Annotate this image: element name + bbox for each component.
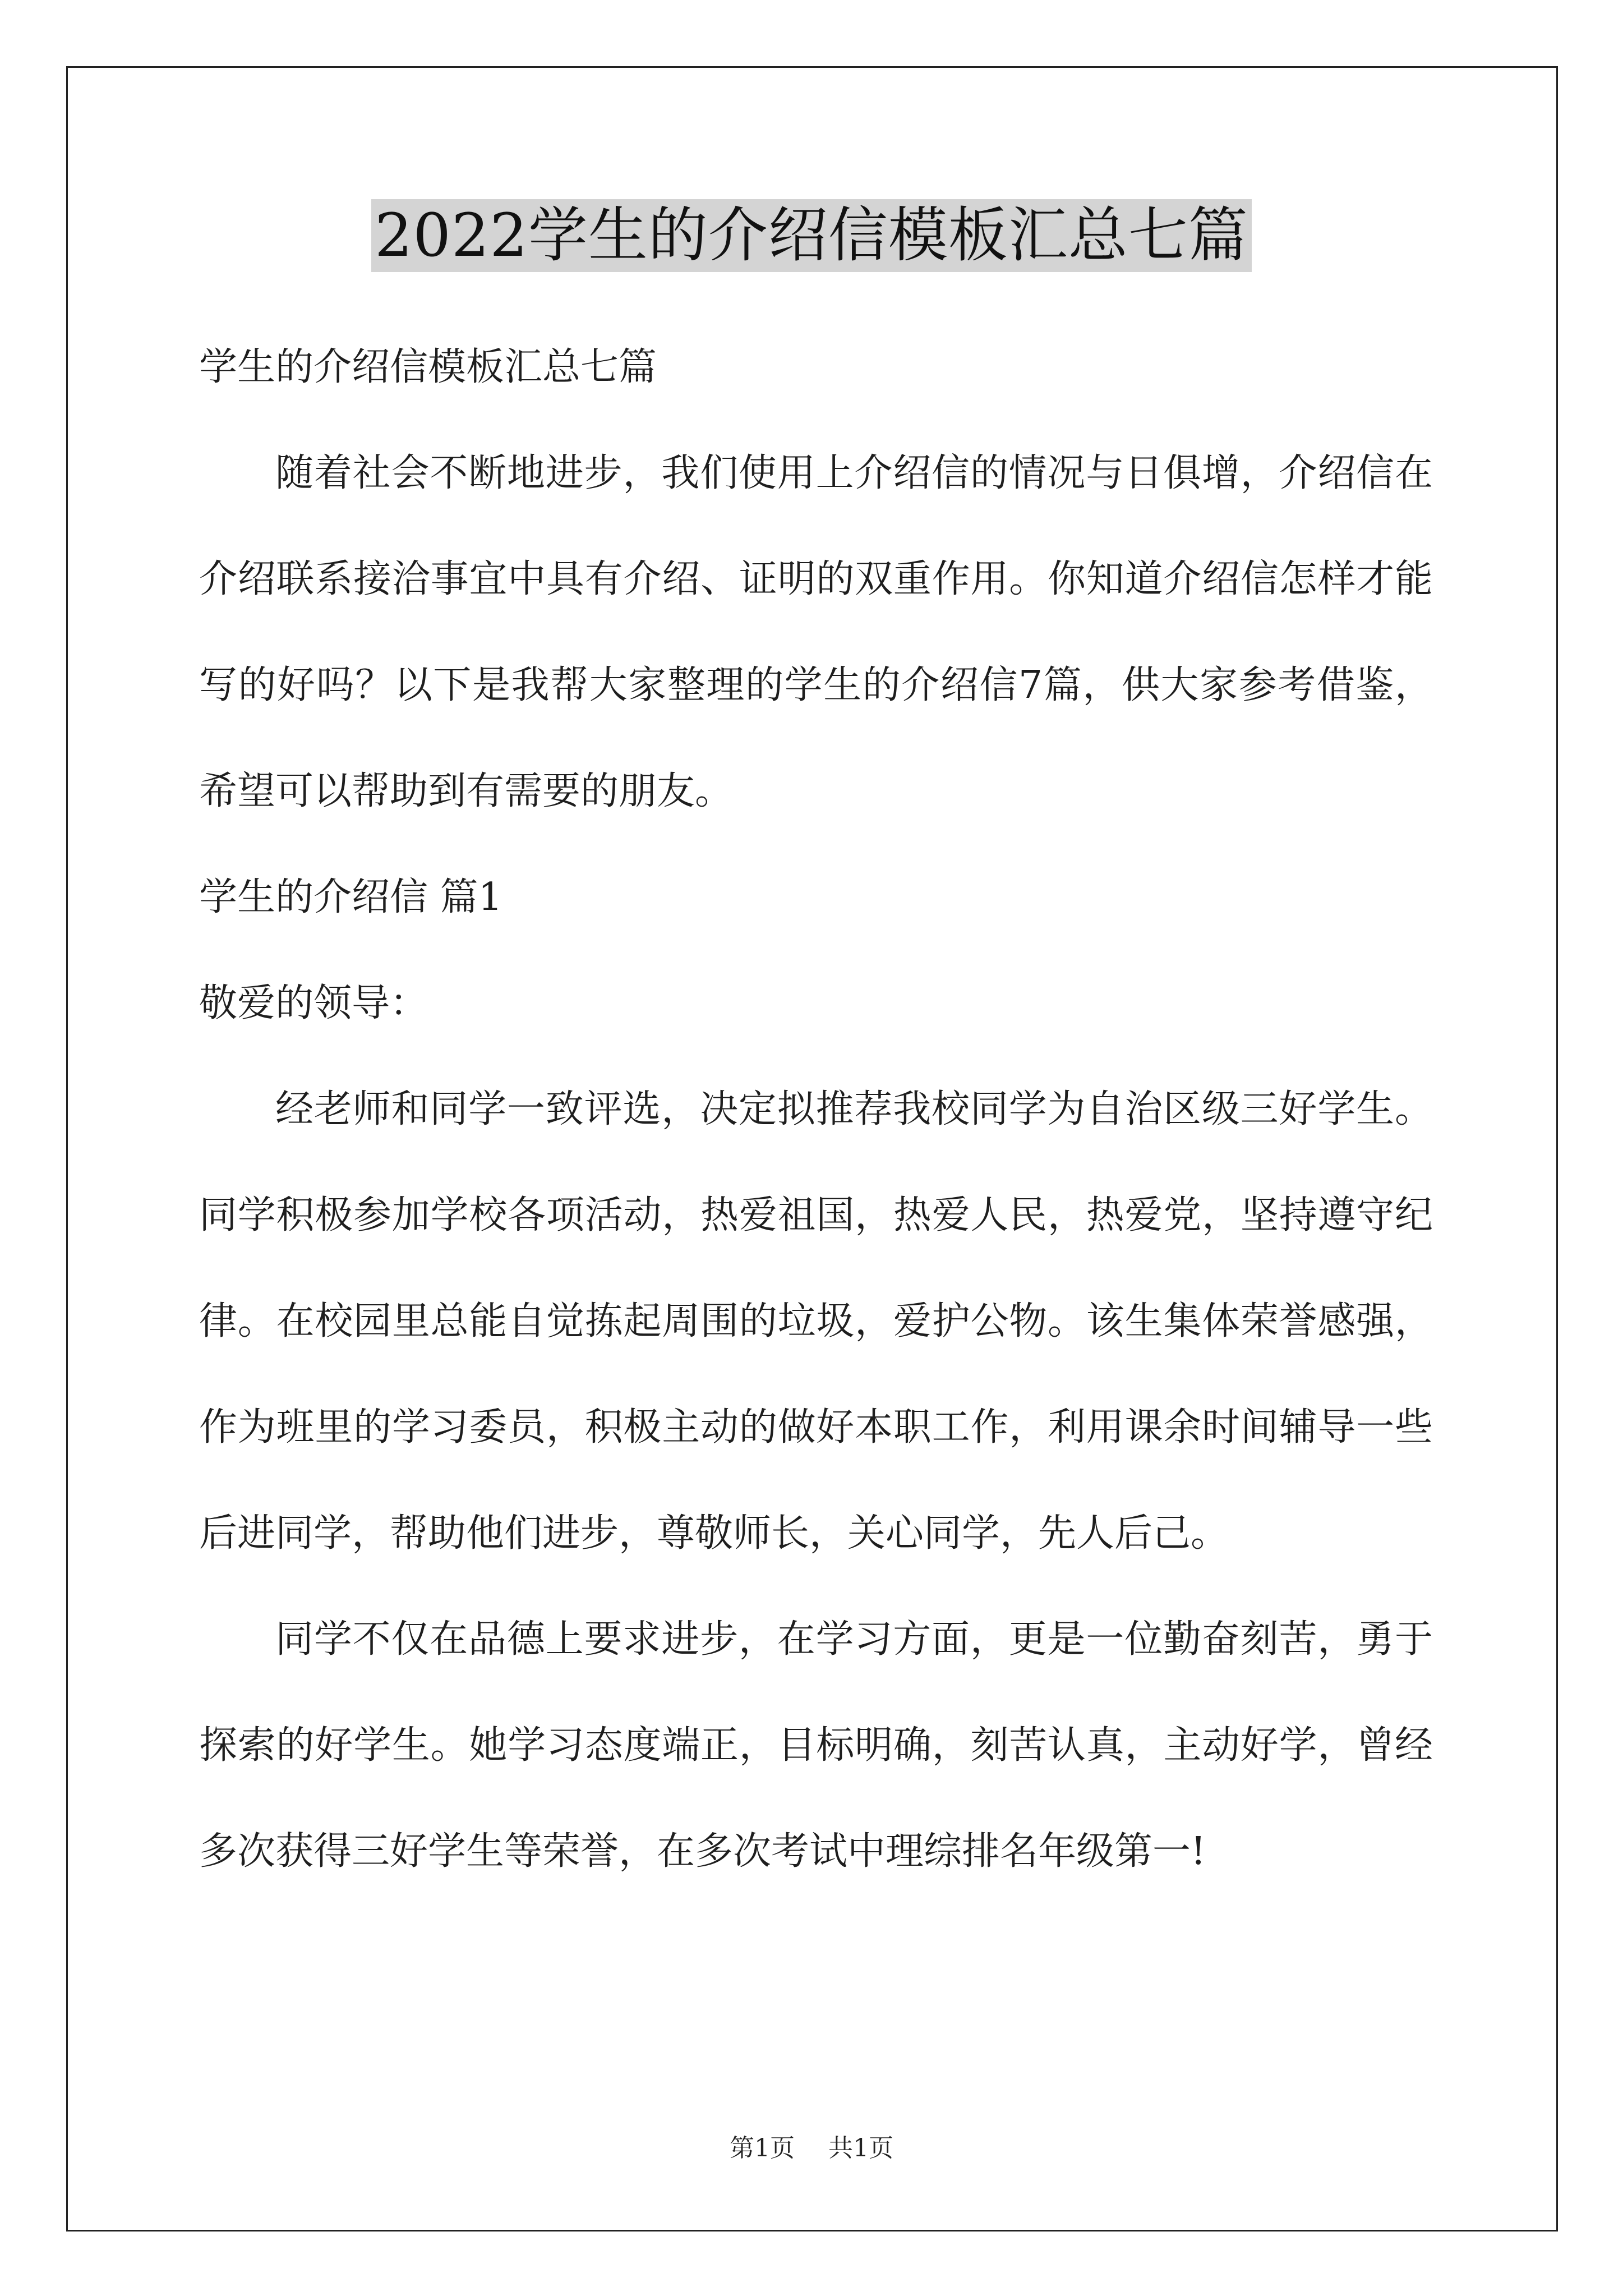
paragraph-intro: 随着社会不断地进步，我们使用上介绍信的情况与日俱增，介绍信在介绍联系接洽事宜中具有介绍、证明的双重作用。你知道介绍信怎样才能写的好吗？以下是我帮大家整理的学生的介绍信7篇，供大家参考借鉴，希望可以帮助到有需要的朋友。 xyxy=(199,451,1433,813)
document-title: 2022学生的介绍信模板汇总七篇 xyxy=(371,199,1252,272)
paragraph-salutation: 敬爱的领导： xyxy=(199,981,428,1025)
page-number-current: 第1页 xyxy=(730,2134,795,2162)
page-footer xyxy=(0,2132,1623,2165)
paragraph-body-2: 同学不仅在品德上要求进步，在学习方面，更是一位勤奋刻苦，勇于探索的好学生。她学习态度端正，目标明确，刻苦认真，主动好学，曾经多次获得三好学生等荣誉，在多次考试中理综排名年级第一! xyxy=(199,1617,1433,1874)
title-container xyxy=(0,199,1623,272)
document-body xyxy=(199,314,1433,1904)
paragraph-section-heading: 学生的介绍信 篇1 xyxy=(199,875,502,919)
paragraph-subtitle: 学生的介绍信模板汇总七篇 xyxy=(199,345,657,389)
page-number-total: 共1页 xyxy=(828,2134,893,2162)
paragraph-body-1: 经老师和同学一致评选，决定拟推荐我校同学为自治区级三好学生。 同学积极参加学校各项活动，热爱祖国，热爱人民，热爱党，坚持遵守纪律。在校园里总能自觉拣起周围的垃圾，爱护公物。该生集体荣誉感强，作为班里的学习委员，积极主动的做好本职工作，利用课余时间辅导一些后进同学，帮助他们进步，尊敬师长，关心同学，先人后己。 xyxy=(199,1087,1433,1556)
